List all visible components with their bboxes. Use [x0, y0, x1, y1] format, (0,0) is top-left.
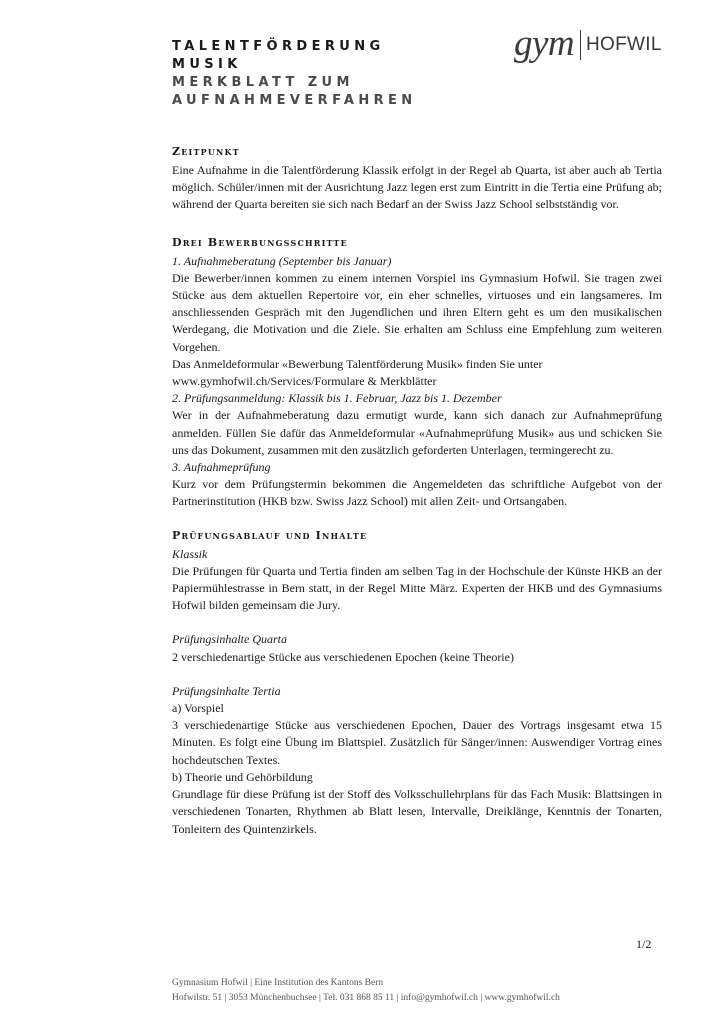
tertia-theorie-text: Grundlage für diese Prüfung ist der Stoff des Volksschullehrplans für das Fach Musik: Blattsingen in verschiedenen Tonarten, Rhythmen ab Blatt lesen, Intervalle, Dreiklänge, Kenntnis der Tonarten, Tonleitern des Quintenzirkels.	[172, 787, 662, 836]
document-body	[172, 145, 662, 838]
section-heading-pruefungsablauf: Prüfungsablauf und Inhalte	[172, 528, 368, 542]
step2-title: 2. Prüfungsanmeldung: Klassik bis 1. Februar, Jazz bis 1. Dezember	[172, 391, 502, 406]
klassik-label: Klassik	[172, 546, 208, 561]
logo-divider	[580, 30, 581, 60]
step2-text: Wer in der Aufnahmeberatung dazu ermutigt wurde, kann sich danach zur Aufnahmeprüfung anmelden. Füllen Sie dafür das Anmeldeformular «Aufnahmeprüfung Musik» aus und schicken Sie uns das Dokument, zusammen mit den zusätzlich geforderten Unterlagen, termingerecht zu.	[172, 408, 662, 457]
tertia-theorie-label: b) Theorie und Gehörbildung	[172, 769, 313, 784]
document-title	[172, 38, 417, 110]
title-line-2: MUSIK	[172, 57, 242, 72]
klassik-text: Die Prüfungen für Quarta und Tertia finden am selben Tag in der Hochschule der Künste HKB an der Papiermühlestrasse in Bern statt, in der Regel Mitte März. Experten der HKB und des Gymnasiums Hofwil bilden gemeinsam die Jury.	[172, 563, 662, 613]
step3-title: 3. Aufnahmeprüfung	[172, 460, 271, 475]
zeitpunkt-text: Eine Aufnahme in die Talentförderung Klassik erfolgt in der Regel ab Quarta, ist aber auch ab Tertia möglich. Schüler/innen mit der Ausrichtung Jazz legen erst zum Eintritt in die Tertia eine Prüfung ab; während der Quarta bereiten sie sich nach Bedarf an der Swiss Jazz School selbstständig vor.	[172, 163, 662, 212]
footer-line-institution: Gymnasium Hofwil | Eine Institution des Kantons Bern	[172, 978, 384, 988]
quarta-text: 2 verschiedenartige Stücke aus verschiedenen Epochen (keine Theorie)	[172, 649, 514, 664]
step1-text: Die Bewerber/innen kommen zu einem internen Vorspiel ins Gymnasium Hofwil. Sie tragen zwei Stücke aus dem aktuellen Repertoire vor, ein eher schnelles, virtuoses und ein langsameres. Im anschliessenden Gespräch mit den Jugendlichen und ihren Eltern geht es um den musikalischen Werdegang, die Motivation und die Ziele. Sie erhalten am Schluss eine Empfehlung zum weiteren Vorgehen.	[172, 270, 662, 354]
logo-gym-text: gym	[514, 23, 575, 64]
quarta-label: Prüfungsinhalte Quarta	[172, 632, 288, 647]
tertia-vorspiel-label: a) Vorspiel	[172, 701, 224, 716]
step1-title: 1. Aufnahmeberatung (September bis Januar)	[172, 253, 392, 268]
step3-text: Kurz vor dem Prüfungstermin bekommen die Angemeldeten das schriftliche Aufgebot von der Partnerinstitution (HKB bzw. Swiss Jazz School) mit allen Zeit- und Ortsangaben.	[172, 477, 662, 509]
title-line-4: AUFNAHMEVERFAHREN	[172, 93, 417, 108]
tertia-vorspiel-text: 3 verschiedenartige Stücke aus verschiedenen Epochen, Dauer des Vortrags insgesamt etwa 15 Minuten. Es folgt eine Übung im Blattspiel. Zusätzlich für Sänger/innen: Auswendiger Vortrag eines hochdeutschen Textes.	[172, 718, 662, 767]
section-heading-bewerbungsschritte: Drei Bewerbungsschritte	[172, 235, 348, 249]
step1-url: www.gymhofwil.ch/Services/Formulare & Merkblätter	[172, 374, 437, 389]
title-line-3: MERKBLATT ZUM	[172, 75, 354, 90]
footer-line-contact: Hofwilstr. 51 | 3053 Münchenbuchsee | Tel. 031 868 85 11 | info@gymhofwil.ch | www.gymhofwil.ch	[172, 993, 560, 1003]
page-footer	[172, 976, 560, 1006]
title-line-1: TALENTFÖRDERUNG	[172, 39, 385, 54]
section-heading-zeitpunkt: Zeitpunkt	[172, 145, 240, 158]
page-number: 1/2	[636, 937, 652, 951]
step1-form-text: Das Anmeldeformular «Bewerbung Talentförderung Musik» finden Sie unter	[172, 356, 543, 371]
logo-hofwil-text: HOFWIL	[586, 34, 662, 55]
tertia-label: Prüfungsinhalte Tertia	[172, 683, 281, 698]
